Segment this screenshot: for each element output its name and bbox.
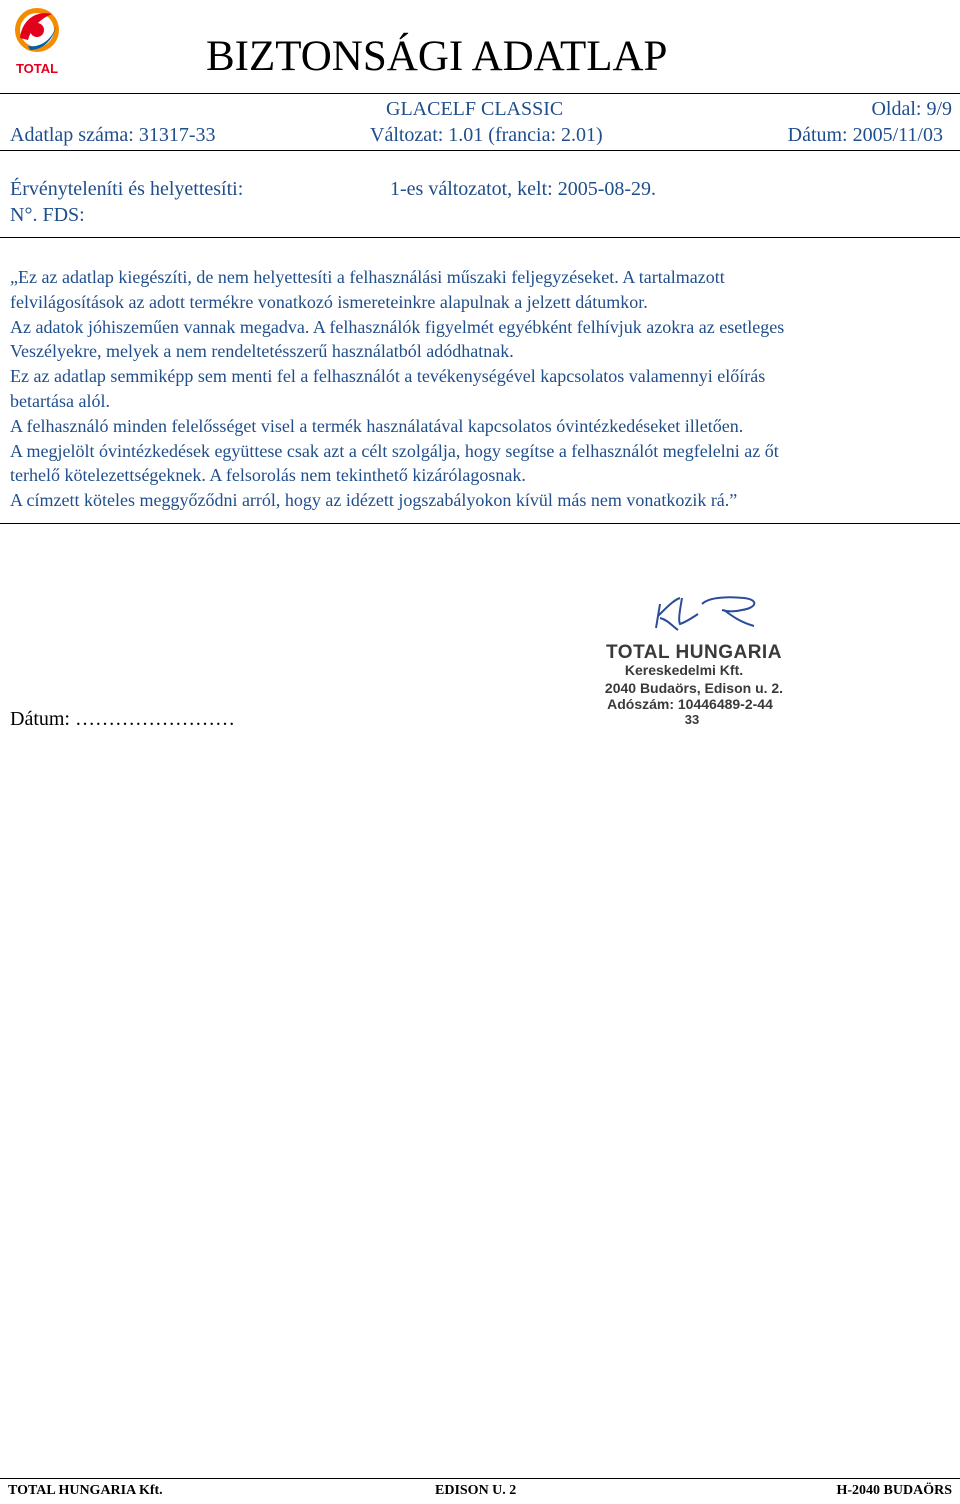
disclaimer-line: A címzett köteles meggyőződni arról, hogy az idézett jogszabályokon kívül más nem vonatkozik rá.”: [10, 490, 738, 511]
stamp-line: 33: [684, 712, 700, 726]
sheet-number: Adatlap száma: 31317-33: [10, 124, 216, 146]
section-divider-bottom: [0, 523, 960, 524]
disclaimer-line: felvilágosítások az adott termékre vonatkozó ismereteinkre alapulnak a jelzett dátumkor.: [10, 291, 648, 312]
stamp-line: Kereskedelmi Kft.: [624, 662, 744, 678]
header-divider-bottom: [0, 150, 960, 151]
disclaimer-line: Ez az adatlap semmiképp sem menti fel a felhasználót a tevékenységével kapcsolatos valamennyi előírás: [10, 366, 766, 387]
stamp-line: TOTAL HUNGARIA: [606, 642, 782, 663]
disclaimer-line: A felhasználó minden felelősséget visel a termék használatával kapcsolatos óvintézkedéseket illetően.: [10, 415, 744, 436]
company-stamp: [564, 576, 820, 726]
svg-text:TOTAL: TOTAL: [15, 61, 59, 76]
stamp-line: 2040 Budaörs, Edison u. 2.: [604, 680, 784, 696]
stamp-graphic: [564, 576, 820, 726]
stamp-line: Adószám: 10446489-2-44: [607, 696, 773, 712]
disclaimer-line: betartása alól.: [10, 390, 110, 411]
disclaimer-line: Az adatok jóhiszeműen vannak megadva. A felhasználók figyelmét egyébként felhívjuk azokra az esetleges: [10, 316, 785, 337]
page-number: Oldal: 9/9: [871, 98, 952, 120]
product-name: GLACELF CLASSIC: [386, 98, 564, 120]
header-date: Dátum: 2005/11/03: [787, 124, 943, 146]
footer-company: TOTAL HUNGARIA Kft.: [8, 1483, 163, 1498]
disclaimer-line: A megjelölt óvintézkedések együttese csak azt a célt szolgálja, hogy segítse a felhasználót megfelelni az őt: [10, 440, 779, 461]
disclaimer-line: terhelő kötelezettségeknek. A felsorolás nem tekinthető kizárólagosnak.: [10, 465, 526, 486]
footer-city: H-2040 BUDAÖRS: [836, 1483, 952, 1498]
disclaimer-line: „Ez az adatlap kiegészíti, de nem helyettesíti a felhasználási műszaki feljegyzéseket. A tartalmazott: [10, 267, 725, 287]
total-logo: [6, 2, 68, 76]
supersedes-label: Érvényteleníti és helyettesíti:: [10, 178, 244, 200]
footer-divider: [0, 1478, 960, 1479]
version-info: Változat: 1.01 (francia: 2.01): [370, 124, 603, 146]
disclaimer-line: Veszélyekre, melyek a nem rendeltetésszerű használatból adódhatnak.: [10, 341, 514, 362]
signature-date-line: Dátum: ……………………: [10, 708, 235, 730]
footer-street: EDISON U. 2: [435, 1483, 517, 1498]
fds-number-label: N°. FDS:: [10, 204, 85, 226]
header-divider: [0, 93, 960, 94]
document-title: BIZTONSÁGI ADATLAP: [206, 33, 668, 80]
supersedes-value: 1-es változatot, kelt: 2005-08-29.: [390, 178, 657, 200]
total-logo-mark-icon: [6, 2, 68, 76]
disclaimer-text: [10, 265, 955, 513]
section-divider-top: [0, 237, 960, 238]
signature-icon: [656, 597, 754, 630]
